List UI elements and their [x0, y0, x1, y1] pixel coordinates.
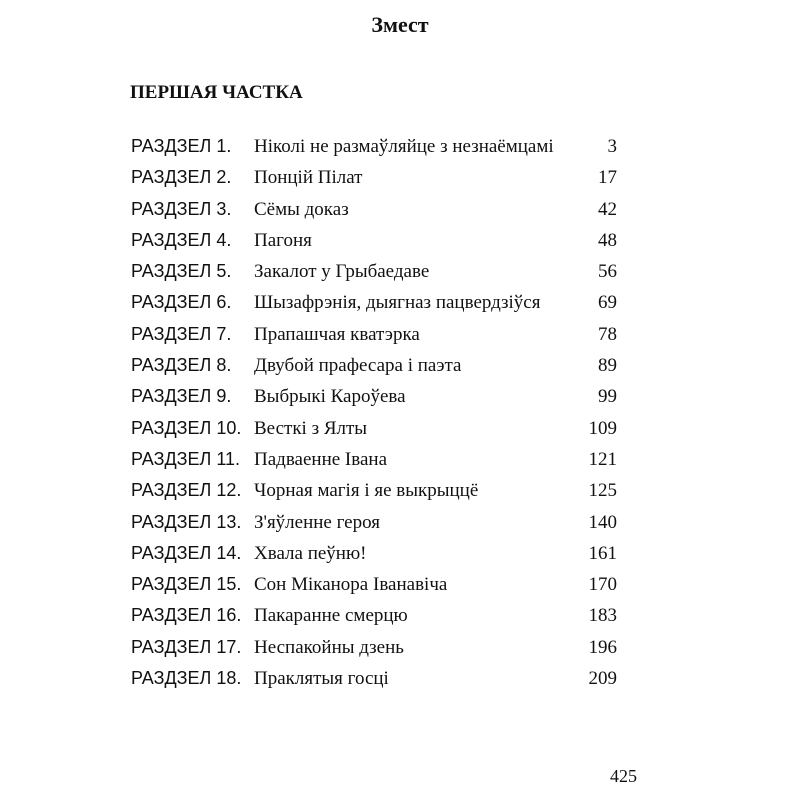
chapter-title: Сёмы доказ: [254, 198, 349, 220]
chapter-page: 48: [598, 229, 617, 251]
chapter-title: Пагоня: [254, 229, 312, 251]
toc-entry: [0, 163, 800, 194]
chapter-title: Сон Міканора Іванавіча: [254, 574, 448, 596]
chapter-title: Закалот у Грыбаедаве: [254, 261, 430, 283]
toc-entry: [0, 664, 800, 695]
chapter-title: З'яўленне героя: [254, 511, 380, 533]
chapter-label: РАЗДЗЕЛ 7.: [131, 323, 232, 344]
chapter-title: Неспакойны дзень: [254, 636, 404, 658]
chapter-title: Ніколі не размаўляйце з незнаёмцамі: [254, 136, 554, 157]
toc-entry: [0, 633, 800, 664]
chapter-title: Шызафрэнія, дыягназ пацвердзіўся: [254, 292, 541, 314]
chapter-page: 56: [598, 261, 617, 283]
chapter-label: РАЗДЗЕЛ 2.: [131, 167, 232, 188]
chapter-label: РАЗДЗЕЛ 17.: [131, 636, 242, 657]
toc-entry: [0, 195, 800, 226]
chapter-label: РАЗДЗЕЛ 8.: [131, 355, 232, 376]
chapter-title: Прапашчая кватэрка: [254, 323, 420, 345]
chapter-page: 209: [588, 668, 617, 690]
chapter-label: РАЗДЗЕЛ 4.: [131, 229, 232, 250]
toc-entry: [0, 288, 800, 319]
chapter-title: Выбрыкі Кароўева: [254, 386, 406, 408]
chapter-label: РАЗДЗЕЛ 6.: [131, 292, 232, 313]
chapter-title: Двубой прафесара і паэта: [254, 355, 462, 377]
chapter-page: 121: [588, 448, 617, 470]
chapter-label: РАЗДЗЕЛ 11.: [131, 448, 241, 469]
chapter-label: РАЗДЗЕЛ 13.: [131, 511, 242, 532]
toc-entry: [0, 445, 800, 476]
chapter-title: Хвала пеўню!: [254, 542, 367, 564]
chapter-label: РАЗДЗЕЛ 16.: [131, 605, 242, 626]
chapter-title: Падваенне Івана: [254, 448, 388, 470]
chapter-title: Понцій Пілат: [254, 167, 363, 189]
table-of-contents: [0, 132, 800, 695]
toc-entry: [0, 132, 800, 163]
page-number: 425: [610, 766, 637, 786]
chapter-page: 69: [598, 292, 617, 314]
chapter-label: РАЗДЗЕЛ 9.: [131, 386, 232, 407]
toc-entry: [0, 351, 800, 382]
chapter-page: 17: [598, 167, 617, 189]
chapter-page: 170: [588, 574, 617, 596]
toc-entry: [0, 570, 800, 601]
chapter-page: 196: [588, 636, 617, 658]
chapter-title: Чорная магія і яе выкрыццё: [254, 480, 479, 502]
chapter-label: РАЗДЗЕЛ 3.: [131, 198, 232, 219]
chapter-title: Праклятыя госці: [254, 668, 389, 690]
chapter-page: 109: [588, 417, 617, 439]
chapter-page: 99: [598, 386, 617, 408]
toc-entry: [0, 320, 800, 351]
chapter-page: 140: [588, 511, 617, 533]
part-heading: ПЕРШАЯ ЧАСТКА: [130, 82, 303, 103]
chapter-label: РАЗДЗЕЛ 1.: [131, 136, 232, 156]
chapter-label: РАЗДЗЕЛ 12.: [131, 480, 242, 501]
toc-entry: [0, 508, 800, 539]
chapter-title: Весткі з Ялты: [254, 417, 368, 439]
chapter-page: 42: [598, 198, 617, 220]
chapter-page: 78: [598, 323, 617, 345]
chapter-label: РАЗДЗЕЛ 10.: [131, 417, 242, 438]
toc-entry: [0, 226, 800, 257]
toc-entry: [0, 414, 800, 445]
toc-entry: [0, 539, 800, 570]
chapter-title: Пакаранне смерцю: [254, 605, 408, 627]
chapter-label: РАЗДЗЕЛ 15.: [131, 574, 242, 595]
chapter-label: РАЗДЗЕЛ 14.: [131, 542, 242, 563]
toc-entry: [0, 601, 800, 632]
chapter-page: 3: [607, 136, 617, 157]
toc-entry: [0, 382, 800, 413]
toc-entry: [0, 257, 800, 288]
toc-entry: [0, 476, 800, 507]
chapter-page: 125: [588, 480, 617, 502]
chapter-label: РАЗДЗЕЛ 5.: [131, 261, 232, 282]
chapter-label: РАЗДЗЕЛ 18.: [131, 668, 242, 689]
chapter-page: 183: [588, 605, 617, 627]
chapter-page: 161: [588, 542, 617, 564]
page-title: Змест: [371, 12, 429, 37]
chapter-page: 89: [598, 355, 617, 377]
